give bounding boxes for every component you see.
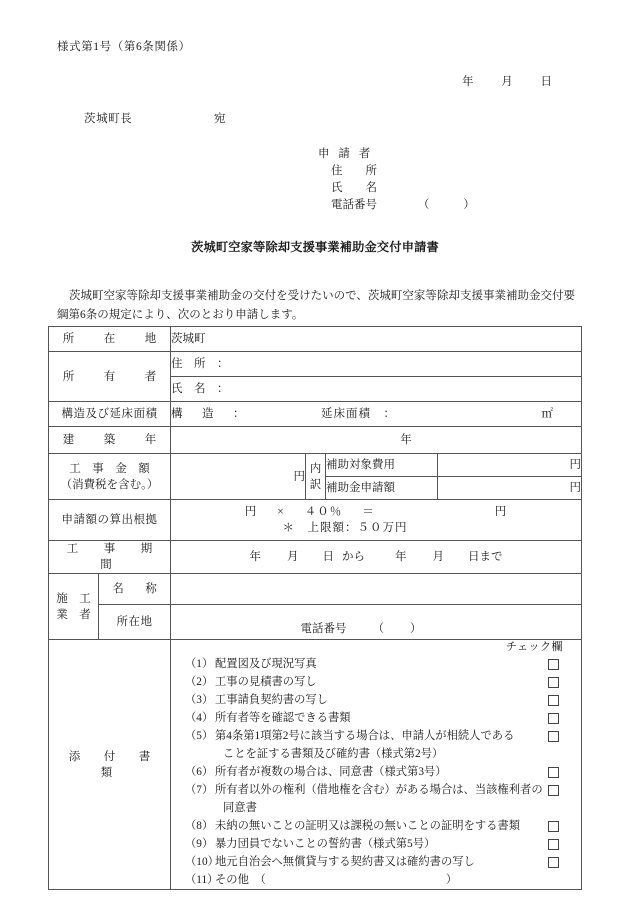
attachments-label: 添 付 書 類 — [49, 640, 171, 890]
contractor-name-field[interactable] — [171, 574, 582, 605]
cost-total-yen: 円 — [293, 470, 305, 483]
period-from-day: 日 — [322, 551, 334, 563]
build-year-label: 建 築 年 — [49, 427, 171, 454]
page-title: 茨城町空家等除却支援事業補助金交付申請書 — [191, 240, 439, 254]
attachment-text: 未納の無いことの証明又は課税の無いことの証明をする書類 — [215, 820, 521, 832]
subsidy-request-yen: 円 — [569, 482, 581, 494]
contractor-address-field[interactable] — [171, 605, 582, 640]
intro-line-2: 付要綱第6条の規定により、次のとおり申請します。 — [57, 290, 576, 321]
applicant-phone-label: 電話番号 — [331, 199, 377, 211]
applicant-address-label: 住 所 — [331, 165, 377, 177]
list-item — [185, 727, 581, 763]
contractor-label-line1: 施 工 — [56, 592, 91, 605]
list-item — [185, 817, 581, 835]
list-item — [185, 655, 581, 673]
contractor-paren-open: （ — [372, 623, 384, 635]
list-item — [185, 781, 581, 817]
contractor-phone-label: 電話番号 — [300, 623, 347, 635]
intro-paragraph — [57, 287, 575, 325]
location-label: 所 在 地 — [49, 327, 171, 352]
subsidy-target-yen: 円 — [569, 459, 581, 471]
formula-rate: ４０％ — [304, 506, 343, 518]
calculation-value[interactable] — [171, 500, 582, 541]
addressee-line — [84, 110, 225, 126]
attachment-checkbox[interactable] — [548, 677, 559, 688]
list-item — [185, 673, 581, 691]
form-number: 様式第1号（第6条関係） — [57, 41, 191, 53]
owner-label: 所 有 者 — [49, 352, 171, 402]
application-table — [48, 326, 582, 890]
attachment-text: 工事請負契約書の写し — [215, 694, 328, 706]
table-row-owner-address — [49, 352, 582, 377]
attachment-checkbox[interactable] — [548, 821, 559, 832]
table-row-structure — [49, 402, 582, 427]
attachment-text: 工事の見積書の写し — [215, 676, 317, 688]
subsidy-request-field[interactable] — [438, 477, 582, 500]
list-item — [185, 871, 581, 889]
attachment-number: （11） — [185, 874, 219, 886]
floor-area-unit: ㎡ — [541, 408, 553, 420]
cost-label-line2: （消費税を含む。） — [60, 478, 159, 491]
attachment-number: （9） — [185, 838, 214, 850]
date-day-label: 日 — [540, 76, 552, 88]
attachment-text: その他 （ — [215, 874, 266, 886]
intro-line-1: 茨城町空家等除却支援事業補助金の交付を受けたいので、茨城町空家等除却支援事業補助金交 — [69, 290, 552, 302]
attachments-cell — [171, 640, 582, 890]
attachment-paren-close: ） — [445, 874, 458, 886]
period-label: 工 事 期 間 — [49, 541, 171, 574]
attachment-list — [171, 655, 581, 889]
table-row-contractor-address — [49, 605, 582, 640]
attachment-text: 地元自治会へ無償貸与する契約書又は確約書の写し — [215, 856, 475, 868]
table-row-contractor-name — [49, 574, 582, 605]
period-to-year: 年 — [395, 551, 407, 563]
structure-fields[interactable] — [171, 402, 582, 427]
attachment-text: 所有者等を確認できる書類 — [215, 712, 351, 724]
cost-label-line1: 工 事 金 額 — [69, 462, 150, 475]
attachment-number: （10） — [185, 856, 219, 868]
attachment-continuation: ことを証する書類及び確約書（様式第2号） — [223, 748, 444, 760]
table-row-build-year — [49, 427, 582, 454]
period-from-suffix: から — [342, 551, 365, 563]
applicant-name-row — [318, 180, 475, 197]
list-item — [185, 853, 581, 871]
breakdown-label — [306, 454, 326, 500]
attachment-number: （1） — [185, 658, 214, 670]
period-to-day-suffix: 日まで — [468, 551, 503, 563]
addressee-suffix: 宛 — [213, 113, 226, 125]
cost-label — [49, 454, 171, 500]
cost-total-field[interactable] — [171, 454, 306, 500]
addressee-name: 茨城町長 — [84, 113, 133, 125]
attachment-checkbox[interactable] — [548, 857, 559, 868]
calculation-note: ＊ 上限額：５０万円 — [282, 522, 408, 534]
attachment-checkbox[interactable] — [548, 713, 559, 724]
contractor-phone-paren — [373, 621, 422, 637]
date-month-label: 月 — [501, 76, 513, 88]
period-value[interactable] — [171, 541, 582, 574]
contractor-phone-line — [171, 607, 581, 637]
date-year-label: 年 — [462, 76, 474, 88]
list-item — [185, 691, 581, 709]
table-row-cost-1 — [49, 454, 582, 477]
attachment-checkbox[interactable] — [548, 695, 559, 706]
table-row-location — [49, 327, 582, 352]
table-row-period — [49, 541, 582, 574]
attachment-continuation: 同意書 — [223, 802, 257, 814]
location-value[interactable]: 茨城町 — [171, 327, 582, 352]
formula-times: × — [277, 506, 285, 518]
list-item — [185, 835, 581, 853]
table-row-attachments — [49, 640, 582, 890]
contractor-label-line2: 業 者 — [56, 608, 91, 621]
breakdown-label-line1: 内 — [309, 462, 322, 475]
attachment-number: （3） — [185, 694, 214, 706]
period-from-year: 年 — [249, 551, 261, 563]
owner-name-field[interactable]: 氏 名 ： — [171, 377, 582, 402]
formula-yen-2: 円 — [494, 506, 508, 518]
subsidy-request-label: 補助金申請額 — [326, 477, 438, 500]
contractor-paren-close: ） — [410, 623, 422, 635]
subsidy-target-field[interactable] — [438, 454, 582, 477]
applicant-address-row — [318, 163, 475, 180]
attachment-text: 所有者が複数の場合は、同意書（様式第3号） — [215, 766, 447, 778]
attachment-checkbox[interactable] — [548, 659, 559, 670]
structure-label: 構造及び延床面積 — [49, 402, 171, 427]
attachment-number: （6） — [185, 766, 214, 778]
attachment-number: （5） — [185, 730, 214, 742]
list-item — [185, 709, 581, 727]
attachment-checkbox[interactable] — [548, 767, 559, 778]
formula-yen-1: 円 — [244, 506, 258, 518]
paren-close: ） — [463, 199, 475, 211]
attachment-number: （7） — [185, 784, 214, 796]
period-to-month: 月 — [432, 551, 444, 563]
subsidy-target-label: 補助対象費用 — [326, 454, 438, 477]
list-item — [185, 763, 581, 781]
applicant-title: 申 請 者 — [318, 148, 374, 160]
applicant-name-label: 氏 名 — [331, 182, 377, 194]
check-column-header: チェック欄 — [505, 641, 563, 653]
attachment-number: （2） — [185, 676, 214, 688]
attachment-text: 配置図及び現況写真 — [215, 658, 317, 670]
table-row-calculation — [49, 500, 582, 541]
attachment-text: 所有者以外の権利（借地権を含む）がある場合は、当該権利者の — [215, 784, 543, 796]
attachment-checkbox[interactable] — [548, 785, 559, 796]
attachment-checkbox[interactable] — [548, 839, 559, 850]
applicant-phone-row — [318, 197, 475, 214]
build-year-value[interactable] — [171, 427, 582, 454]
attachment-checkbox[interactable] — [548, 731, 559, 742]
build-year-unit: 年 — [400, 434, 412, 446]
date-line — [462, 73, 552, 89]
breakdown-label-line2: 訳 — [309, 478, 322, 491]
owner-address-field[interactable]: 住 所 ： — [171, 352, 582, 377]
formula-equals: ＝ — [362, 506, 375, 518]
applicant-block — [318, 146, 475, 214]
applicant-phone-paren — [418, 197, 475, 214]
structure-field-label: 構 造 ： — [171, 408, 249, 420]
attachment-number: （4） — [185, 712, 214, 724]
attachment-number: （8） — [185, 820, 214, 832]
floor-area-label: 延床面積 ： — [321, 408, 396, 420]
contractor-name-label: 名 称 — [99, 574, 171, 605]
paren-open: （ — [417, 199, 430, 211]
attachment-text: 第4条第1項第2号に該当する場合は、申請人が相続人である — [215, 730, 515, 742]
contractor-address-label: 所在地 — [99, 605, 171, 640]
attachment-text: 暴力団員でないことの誓約書（様式第5号） — [215, 838, 436, 850]
period-from-month: 月 — [287, 551, 299, 563]
contractor-label — [49, 574, 99, 640]
calculation-label: 申請額の算出根拠 — [49, 500, 171, 541]
calculation-formula — [171, 500, 581, 520]
